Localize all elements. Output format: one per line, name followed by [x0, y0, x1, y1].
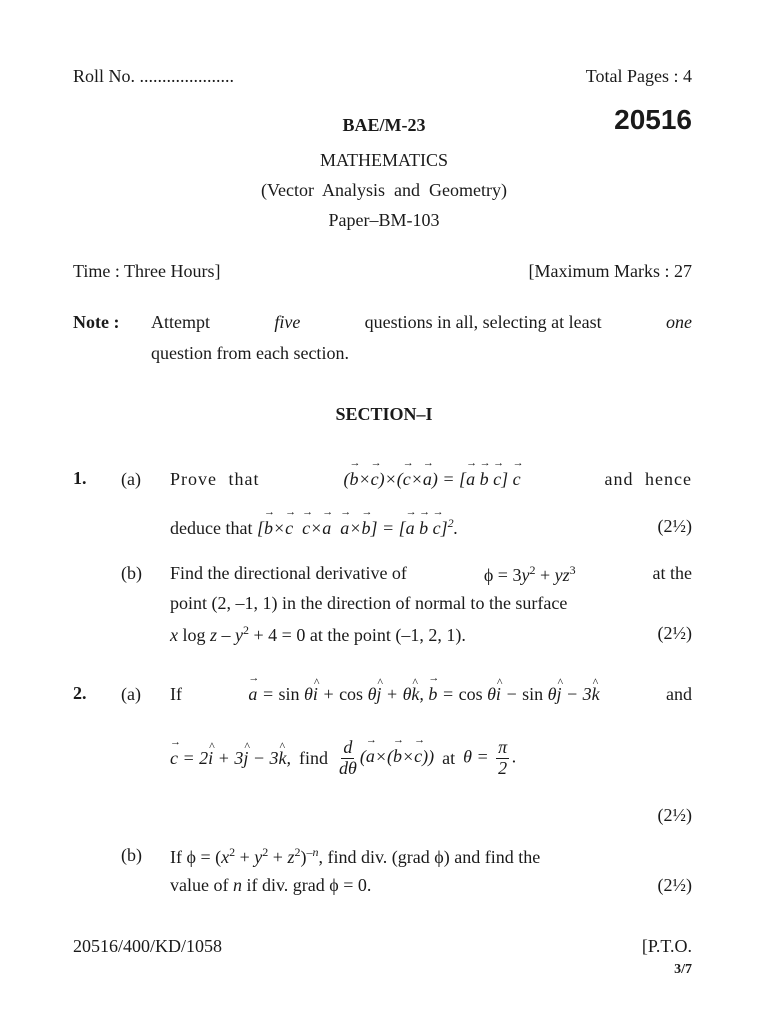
q2b-n: n — [232, 875, 242, 895]
q2b-text: value of — [170, 875, 229, 895]
q1a-identity: (→ b×→ c)×(→ c×→ a) = [→ a → b → c] → c — [343, 469, 520, 490]
q1b-text: Find the directional derivative of — [170, 563, 407, 583]
q2a-text: find — [299, 747, 328, 768]
note-text: questions in all, selecting at least — [364, 312, 602, 332]
note-emphasis: one — [665, 312, 692, 332]
note-text: Attempt — [151, 312, 210, 332]
q1b-line-2: point (2, –1, 1) in the direction of normal to the surface — [170, 593, 568, 613]
marks: (2½) — [657, 623, 692, 643]
part-label: (a) — [121, 684, 141, 704]
q2a-text: and — [666, 684, 692, 704]
q2b-line-1 — [170, 845, 692, 868]
question-number: 2. — [73, 683, 87, 703]
q2b-text: If — [170, 847, 182, 867]
question-number: 1. — [73, 468, 87, 488]
q2b-text: , find div. (grad ϕ) and find the — [318, 847, 541, 867]
q2b-formula: $\phi = (x^2 + y^2 + z^2)^{-n}$ — [186, 845, 319, 867]
q2a-text: at — [442, 747, 456, 768]
q2a-derivative: $\frac{d}{d\theta}$ (→ a×(→ b×→ c)) — [336, 738, 434, 779]
q1b-surface: x $\log z - y^2 + 4 = 0$ — [170, 623, 306, 645]
part-label: (a) — [121, 469, 141, 489]
marks: (2½) — [657, 805, 692, 825]
subject-subtitle: (Vector Analysis and Geometry) — [261, 180, 507, 200]
roll-no: Roll No. ..................... — [73, 66, 235, 86]
q2a-theta: θ = $\frac{\pi}{2}$ . — [463, 737, 517, 778]
part-label: (b) — [121, 563, 142, 583]
max-marks: [Maximum Marks : 27 — [528, 261, 692, 281]
note-line-2: question from each section. — [151, 343, 349, 363]
header-row-time — [73, 261, 692, 282]
q2a-line-1 — [170, 684, 692, 705]
total-pages: Total Pages : 4 — [585, 66, 692, 86]
time-label: Time : Three Hours] — [73, 261, 221, 281]
section-heading: SECTION–I — [335, 404, 433, 424]
q1b-line-1 — [170, 563, 692, 586]
pto-label: [P.T.O. — [641, 936, 692, 956]
marks: (2½) — [657, 516, 692, 536]
paper-code: Paper–BM-103 — [328, 210, 440, 230]
q1b-formula: $\phi = 3y^2 + yz^3$ — [483, 563, 576, 585]
q2a-vector-c: → c = 2^ i + 3^ j − 3^ k, — [170, 748, 291, 769]
q2b-text: if div. grad ϕ = 0. — [246, 875, 372, 895]
paper-number: 20516 — [614, 104, 692, 135]
q1a-line-2 — [170, 516, 458, 539]
q1a-hence-text: and hence — [604, 469, 692, 489]
q2b-line-2 — [170, 875, 371, 896]
note-label: Note : — [73, 312, 120, 332]
q1a-prove-text: Prove that — [170, 469, 260, 489]
q2a-text: If — [170, 684, 182, 704]
course-code: BAE/M-23 — [342, 115, 426, 135]
note-line-1 — [151, 312, 692, 333]
subject-title: MATHEMATICS — [319, 150, 448, 170]
q2a-line-2 — [170, 738, 692, 779]
footer-code: 20516/400/KD/1058 — [73, 936, 223, 956]
header-row-1 — [73, 66, 692, 87]
footer-row — [73, 936, 692, 957]
q1a-deduce-formula: [→ b×→ c → c×→ a → a×→ b] = [→ a → b → c]$^2$. — [257, 518, 458, 538]
part-label: (b) — [121, 845, 142, 865]
q1b-text: at the point (–1, 2, 1). — [309, 625, 466, 645]
q1a-deduce-text: deduce that — [170, 518, 253, 538]
marks: (2½) — [657, 875, 692, 895]
q1b-text: at the — [652, 563, 692, 583]
q1b-line-3 — [170, 623, 466, 646]
q2a-vectors: → a = sin θ^ i + cos θ^ j + θ^ k, → b = cos θ^ i − sin θ^ j − 3^ k — [248, 684, 599, 705]
note-emphasis: five — [274, 312, 301, 332]
page-number: 3/7 — [674, 962, 692, 977]
q1a-line-1 — [170, 469, 692, 490]
